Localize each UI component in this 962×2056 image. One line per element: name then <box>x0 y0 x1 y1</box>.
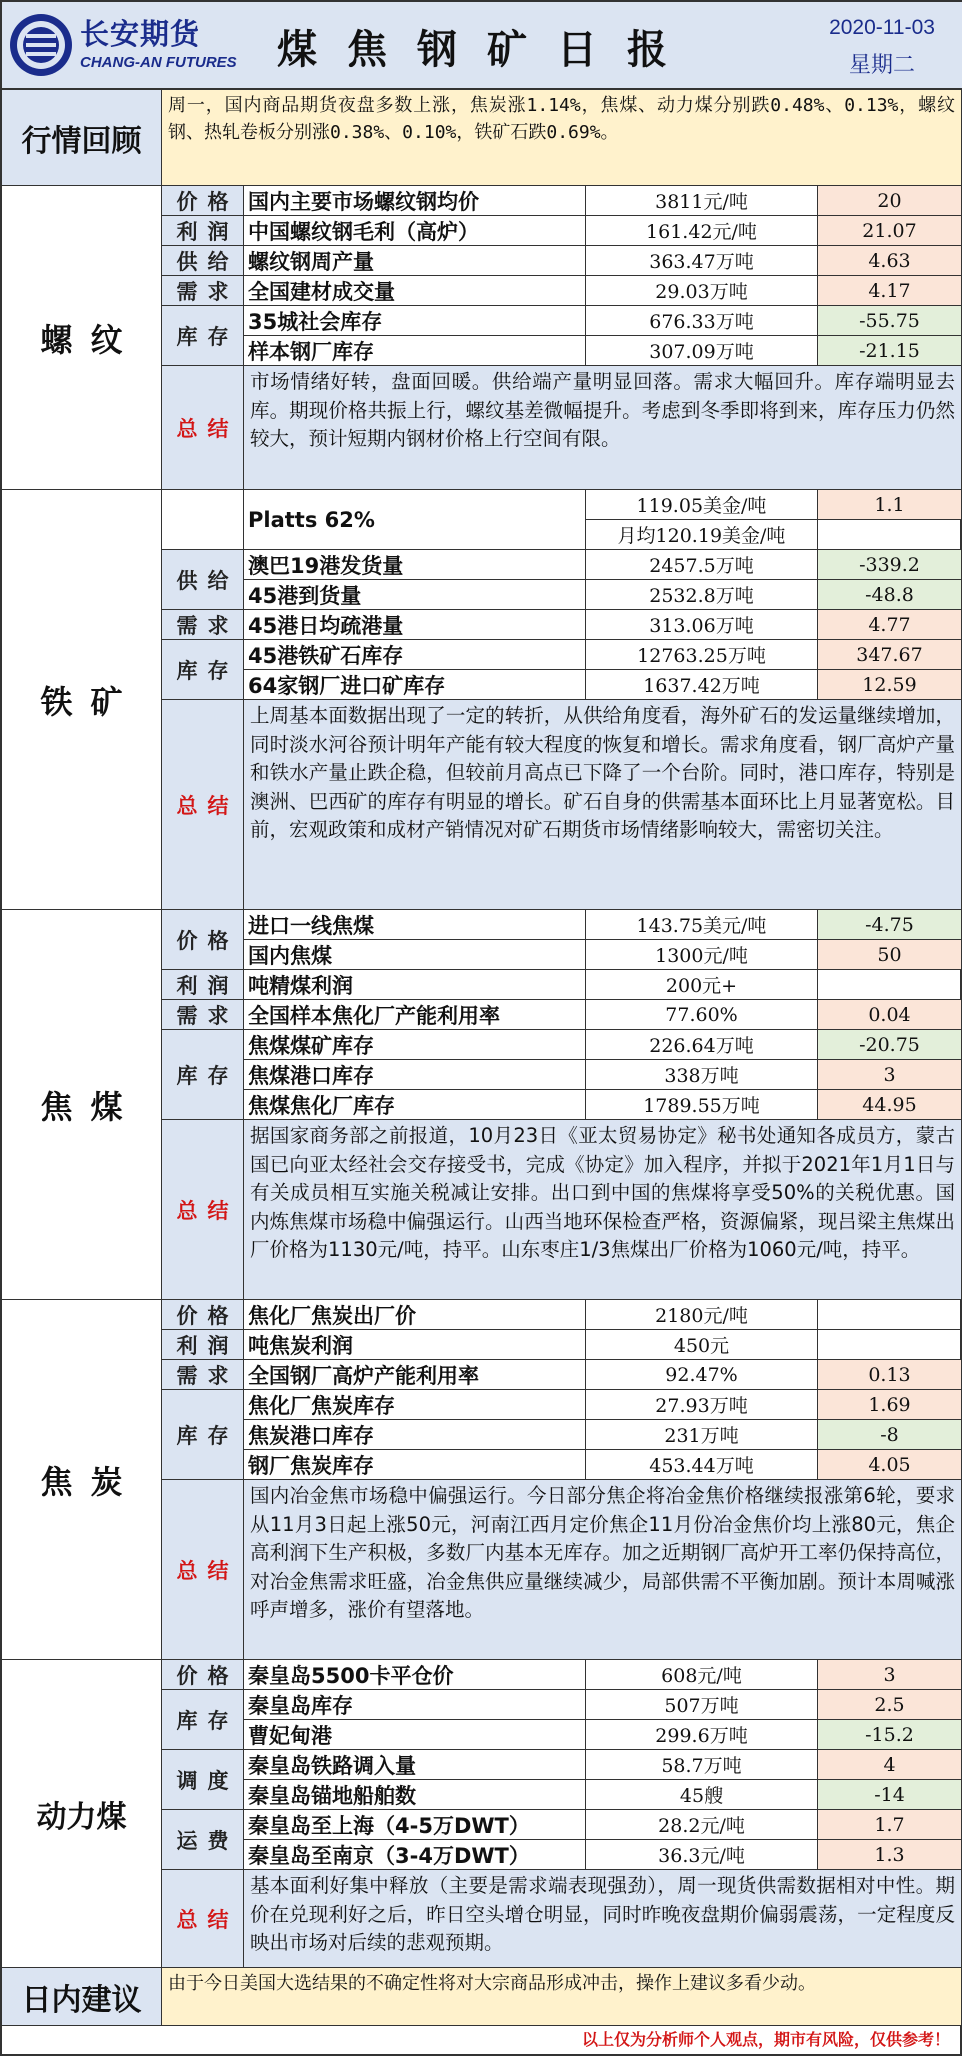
indicator-value: 58.7万吨 <box>586 1750 818 1780</box>
indicator-change: -48.8 <box>818 580 962 610</box>
summary-text: 据国家商务部之前报道，10月23日《亚太贸易协定》秘书处通知各成员方，蒙古国已向亚太经社会交存接受书，完成《协定》加入程序，并拟于2021年1月1日与有关成员相互实施关税减让安排。出口到中国的焦煤将享受50%的关税优惠。国内炼焦煤市场稳中偏强运行。山西当地环保检查严格，资源偏紧，现吕梁主焦煤出厂价格为1130元/吨，持平。山东枣庄1/3焦煤出厂价格为1060元/吨，持平。 <box>244 1120 962 1300</box>
indicator-change: 2.5 <box>818 1690 962 1720</box>
indicator-name: 全国钢厂高炉产能利用率 <box>244 1360 586 1390</box>
report-date: 2020-11-03 <box>829 16 935 39</box>
category-label: 调度 <box>162 1750 244 1810</box>
indicator-value: 1789.55万吨 <box>586 1090 818 1120</box>
indicator-name: 焦煤焦化厂库存 <box>244 1090 586 1120</box>
indicator-name: 焦煤煤矿库存 <box>244 1030 586 1060</box>
indicator-value: 313.06万吨 <box>586 610 818 640</box>
platts-name: Platts 62% <box>244 490 586 550</box>
indicator-change: 4.05 <box>818 1450 962 1480</box>
category-label: 价格 <box>162 186 244 216</box>
platts-month-avg: 月均120.19美金/吨 <box>586 520 818 550</box>
indicator-name: 45港日均疏港量 <box>244 610 586 640</box>
indicator-name: 螺纹钢周产量 <box>244 246 586 276</box>
indicator-name: 焦化厂焦炭库存 <box>244 1390 586 1420</box>
indicator-value: 299.6万吨 <box>586 1720 818 1750</box>
indicator-change: 1.3 <box>818 1840 962 1870</box>
indicator-change <box>818 970 962 1000</box>
category-label: 需求 <box>162 1360 244 1390</box>
intraday-label: 日内建议 <box>2 1968 162 2026</box>
category-label: 需求 <box>162 610 244 640</box>
indicator-value: 27.93万吨 <box>586 1390 818 1420</box>
indicator-change: -21.15 <box>818 336 962 366</box>
indicator-change: 0.13 <box>818 1360 962 1390</box>
platts-cat-blank <box>162 490 244 550</box>
indicator-change: 44.95 <box>818 1090 962 1120</box>
indicator-value: 2180元/吨 <box>586 1300 818 1330</box>
indicator-value: 1300元/吨 <box>586 940 818 970</box>
indicator-value: 1637.42万吨 <box>586 670 818 700</box>
indicator-name: 35城社会库存 <box>244 306 586 336</box>
platts-month-change-blank <box>818 520 962 550</box>
indicator-change: 1.69 <box>818 1390 962 1420</box>
category-label: 库存 <box>162 1030 244 1120</box>
summary-label: 总结 <box>162 1480 244 1660</box>
indicator-name: 样本钢厂库存 <box>244 336 586 366</box>
indicator-value: 92.47% <box>586 1360 818 1390</box>
indicator-name: 进口一线焦煤 <box>244 910 586 940</box>
summary-text: 上周基本面数据出现了一定的转折，从供给角度看，海外矿石的发运量继续增加，同时淡水河谷预计明年产能有较大程度的恢复和增长。需求角度看，钢厂高炉产量和铁水产量止跌企稳，但较前月高点已下降了一个台阶。同时，港口库存，特别是澳洲、巴西矿的库存有明显的增长。矿石自身的供需基本面环比上月显著宽松。目前，宏观政策和成材产销情况对矿石期货市场情绪影响较大，需密切关注。 <box>244 700 962 910</box>
category-label: 库存 <box>162 1690 244 1750</box>
indicator-value: 450元 <box>586 1330 818 1360</box>
indicator-name: 焦煤港口库存 <box>244 1060 586 1090</box>
indicator-value: 143.75美元/吨 <box>586 910 818 940</box>
indicator-change: 4.17 <box>818 276 962 306</box>
indicator-name: 国内焦煤 <box>244 940 586 970</box>
summary-label: 总结 <box>162 1870 244 1968</box>
intraday-text: 由于今日美国大选结果的不确定性将对大宗商品形成冲击，操作上建议多看少动。 <box>162 1968 962 2026</box>
report-header <box>2 2 962 90</box>
market-review-label: 行情回顾 <box>2 90 162 186</box>
section-label-thermal_coal: 动力煤 <box>2 1660 162 1968</box>
category-label: 库存 <box>162 640 244 700</box>
indicator-name: 秦皇岛至南京（3-4万DWT） <box>244 1840 586 1870</box>
category-label: 利润 <box>162 1330 244 1360</box>
indicator-value: 338万吨 <box>586 1060 818 1090</box>
indicator-name: 45港到货量 <box>244 580 586 610</box>
category-label: 利润 <box>162 216 244 246</box>
indicator-change: 50 <box>818 940 962 970</box>
report-weekday: 星期二 <box>848 53 915 78</box>
indicator-change: -15.2 <box>818 1720 962 1750</box>
indicator-value: 2457.5万吨 <box>586 550 818 580</box>
category-label: 需求 <box>162 276 244 306</box>
indicator-value: 29.03万吨 <box>586 276 818 306</box>
summary-text: 国内冶金焦市场稳中偏强运行。今日部分焦企将冶金焦价格继续报涨第6轮，要求从11月3日起上涨50元，河南江西月定价焦企11月份冶金焦价均上涨80元，焦企高利润下生产积极，多数厂内基本无库存。加之近期钢厂高炉开工率仍保持高位，对冶金焦需求旺盛，冶金焦供应量继续减少，局部供需不平衡加剧。预计本周喊涨呼声增多，涨价有望落地。 <box>244 1480 962 1660</box>
indicator-change: 4 <box>818 1750 962 1780</box>
indicator-name: 中国螺纹钢毛利（高炉） <box>244 216 586 246</box>
indicator-name: 曹妃甸港 <box>244 1720 586 1750</box>
indicator-name: 全国建材成交量 <box>244 276 586 306</box>
indicator-change: 347.67 <box>818 640 962 670</box>
indicator-change: 20 <box>818 186 962 216</box>
indicator-change: 1.7 <box>818 1810 962 1840</box>
brand-name-en: CHANG-AN FUTURES <box>80 54 237 71</box>
indicator-change: 3 <box>818 1660 962 1690</box>
category-label: 价格 <box>162 910 244 970</box>
category-label: 供给 <box>162 246 244 276</box>
category-label: 价格 <box>162 1300 244 1330</box>
indicator-name: 45港铁矿石库存 <box>244 640 586 670</box>
indicator-change: -14 <box>818 1780 962 1810</box>
indicator-value: 28.2元/吨 <box>586 1810 818 1840</box>
indicator-value: 608元/吨 <box>586 1660 818 1690</box>
category-label: 运费 <box>162 1810 244 1870</box>
section-label-rebar: 螺纹 <box>2 186 162 490</box>
indicator-name: 焦炭港口库存 <box>244 1420 586 1450</box>
indicator-change: 3 <box>818 1060 962 1090</box>
indicator-name: 全国样本焦化厂产能利用率 <box>244 1000 586 1030</box>
indicator-name: 秦皇岛库存 <box>244 1690 586 1720</box>
indicator-name: 澳巴19港发货量 <box>244 550 586 580</box>
indicator-value: 2532.8万吨 <box>586 580 818 610</box>
category-label: 供给 <box>162 550 244 610</box>
indicator-name: 秦皇岛至上海（4-5万DWT） <box>244 1810 586 1840</box>
section-label-coking_coal: 焦煤 <box>2 910 162 1300</box>
indicator-name: 钢厂焦炭库存 <box>244 1450 586 1480</box>
summary-text: 市场情绪好转，盘面回暖。供给端产量明显回落。需求大幅回升。库存端明显去库。期现价格共振上行，螺纹基差微幅提升。考虑到冬季即将到来，库存压力仍然较大，预计短期内钢材价格上行空间有限。 <box>244 366 962 490</box>
platts-value: 119.05美金/吨 <box>586 490 818 520</box>
indicator-change <box>818 1330 962 1360</box>
category-label: 库存 <box>162 1390 244 1480</box>
indicator-value: 226.64万吨 <box>586 1030 818 1060</box>
indicator-value: 161.42元/吨 <box>586 216 818 246</box>
summary-label: 总结 <box>162 366 244 490</box>
indicator-value: 507万吨 <box>586 1690 818 1720</box>
summary-label: 总结 <box>162 700 244 910</box>
indicator-value: 3811元/吨 <box>586 186 818 216</box>
summary-label: 总结 <box>162 1120 244 1300</box>
indicator-value: 77.60% <box>586 1000 818 1030</box>
indicator-value: 231万吨 <box>586 1420 818 1450</box>
category-label: 利润 <box>162 970 244 1000</box>
indicator-change: -20.75 <box>818 1030 962 1060</box>
indicator-value: 676.33万吨 <box>586 306 818 336</box>
disclaimer-note: 以上仅为分析师个人观点，期市有风险，仅供参考！ <box>581 2030 950 2049</box>
indicator-change <box>818 1300 962 1330</box>
indicator-name: 国内主要市场螺纹钢均价 <box>244 186 586 216</box>
indicator-value: 45艘 <box>586 1780 818 1810</box>
section-label-iron_ore: 铁矿 <box>2 490 162 910</box>
section-label-coke: 焦炭 <box>2 1300 162 1660</box>
indicator-change: -55.75 <box>818 306 962 336</box>
brand-name-cn: 长安期货 <box>80 17 201 51</box>
indicator-value: 36.3元/吨 <box>586 1840 818 1870</box>
category-label: 库存 <box>162 306 244 366</box>
indicator-change: -339.2 <box>818 550 962 580</box>
chang-an-logo-icon <box>8 12 74 78</box>
indicator-value: 453.44万吨 <box>586 1450 818 1480</box>
indicator-change: 4.77 <box>818 610 962 640</box>
indicator-change: 0.04 <box>818 1000 962 1030</box>
indicator-name: 秦皇岛5500卡平仓价 <box>244 1660 586 1690</box>
platts-change: 1.1 <box>818 490 962 520</box>
category-label: 需求 <box>162 1000 244 1030</box>
market-review-text: 周一，国内商品期货夜盘多数上涨，焦炭涨1.14%，焦煤、动力煤分别跌0.48%、0.13%，螺纹钢、热轧卷板分别涨0.38%、0.10%，铁矿石跌0.69%。 <box>162 90 962 186</box>
indicator-name: 64家钢厂进口矿库存 <box>244 670 586 700</box>
category-label: 价格 <box>162 1660 244 1690</box>
indicator-value: 200元+ <box>586 970 818 1000</box>
indicator-value: 12763.25万吨 <box>586 640 818 670</box>
indicator-name: 秦皇岛锚地船舶数 <box>244 1780 586 1810</box>
indicator-change: 21.07 <box>818 216 962 246</box>
indicator-change: -4.75 <box>818 910 962 940</box>
report-title: 煤焦钢矿日报 <box>277 27 697 73</box>
indicator-change: 12.59 <box>818 670 962 700</box>
indicator-change: -8 <box>818 1420 962 1450</box>
indicator-value: 363.47万吨 <box>586 246 818 276</box>
indicator-change: 4.63 <box>818 246 962 276</box>
indicator-name: 秦皇岛铁路调入量 <box>244 1750 586 1780</box>
indicator-name: 焦化厂焦炭出厂价 <box>244 1300 586 1330</box>
indicator-value: 307.09万吨 <box>586 336 818 366</box>
indicator-name: 吨焦炭利润 <box>244 1330 586 1360</box>
indicator-name: 吨精煤利润 <box>244 970 586 1000</box>
summary-text: 基本面利好集中释放（主要是需求端表现强劲），周一现货供需数据相对中性。期价在兑现利好之后，昨日空头增仓明显，同时昨晚夜盘期价偏弱震荡，一定程度反映出市场对后续的悲观预期。 <box>244 1870 962 1968</box>
